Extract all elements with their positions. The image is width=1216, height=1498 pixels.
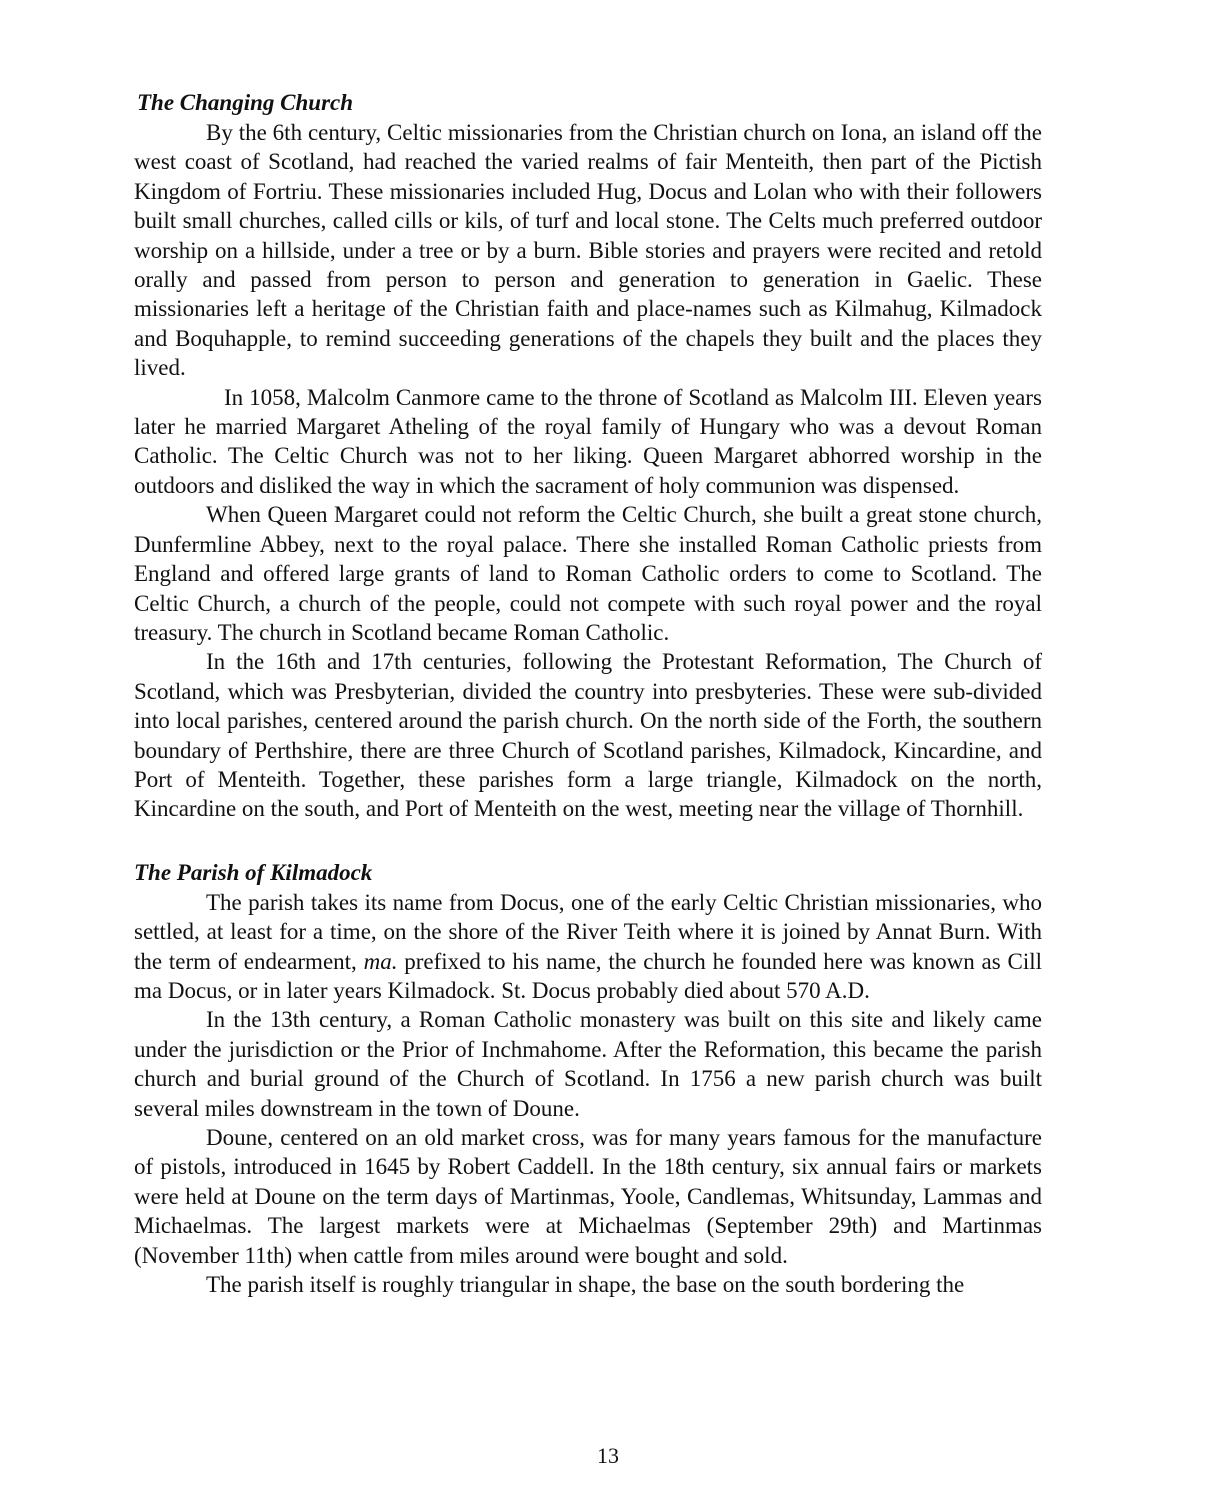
emphasized-term: ma. — [363, 948, 398, 974]
paragraph: In the 16th and 17th centuries, following the Protestant Reformation, The Church of Scotland, which was Presbyterian, divided the country into presbyteries. These were sub-divided into local parishes, centered around the parish church. On the north side of the Forth, the southern boundary of Perthshire, there are three Church of Scotland parishes, Kilmadock, Kincardine, and Port of Menteith. Together, these parishes form a large triangle, Kilmadock on the north, Kincardine on the south, and Port of Menteith on the west, meeting near the village of Thornhill. — [134, 649, 1042, 822]
page-number: 13 — [597, 1443, 619, 1468]
paragraph: By the 6th century, Celtic missionaries from the Christian church on Iona, an island off the west coast of Scotland, had reached the varied realms of fair Menteith, then part of the Pictish Kingdom of Fortriu. These missionaries included Hug, Docus and Lolan who with their followers built small churches, called cills or kils, of turf and local stone. The Celts much preferred outdoor worship on a hillside, under a tree or by a burn. Bible stories and prayers were recited and retold orally and passed from person to person and generation to generation in Gaelic. These missionaries left a heritage of the Christian faith and place-names such as Kilmahug, Kilmadock and Boquhapple, to remind succeeding generations of the chapels they built and the places they lived. — [134, 120, 1042, 381]
section-changing-church — [134, 88, 1042, 824]
paragraph — [134, 888, 1042, 1006]
paragraph: When Queen Margaret could not reform the Celtic Church, she built a great stone church, Dunfermline Abbey, next to the royal palace. There she installed Roman Catholic priests from England and offered large grants of land to Roman Catholic orders to come to Scotland. The Celtic Church, a church of the people, could not compete with such royal power and the royal treasury. The church in Scotland became Roman Catholic. — [134, 502, 1042, 645]
paragraph: In the 13th century, a Roman Catholic monastery was built on this site and likely came under the jurisdiction or the Prior of Inchmahome. After the Reformation, this became the parish church and burial ground of the Church of Scotland. In 1756 a new parish church was built several miles downstream in the town of Doune. — [134, 1007, 1042, 1121]
section-spacer — [134, 824, 1042, 858]
paragraph: The parish itself is roughly triangular in shape, the base on the south bordering the — [206, 1272, 965, 1298]
section-heading: The Parish of Kilmadock — [134, 859, 373, 885]
paragraph: Doune, centered on an old market cross, was for many years famous for the manufacture of pistols, introduced in 1645 by Robert Caddell. In the 18th century, six annual fairs or markets were held at Doune on the term days of Martinmas, Yoole, Candlemas, Whitsunday, Lammas and Michaelmas. The largest markets were at Michaelmas (September 29th) and Martinmas (November 11th) when cattle from miles around were bought and sold. — [134, 1125, 1042, 1268]
text-column — [134, 88, 1042, 1299]
paragraph: In 1058, Malcolm Canmore came to the throne of Scotland as Malcolm III. Eleven years later he married Margaret Atheling of the royal family of Hungary who was a devout Roman Catholic. The Celtic Church was not to her liking. Queen Margaret abhorred worship in the outdoors and disliked the way in which the sacrament of holy communion was dispensed. — [134, 384, 1042, 498]
section-heading: The Changing Church — [137, 90, 354, 115]
section-parish-kilmadock — [134, 858, 1042, 1300]
paragraph-text: prefixed to his name, the church he founded here was known as Cill ma Docus, or in later years Kilmadock. St. Docus probably died about 570 A.D. — [134, 948, 1042, 1003]
paragraph-text: The parish takes its name from Docus, one of the early Celtic Christian missionaries, who settled, at least for a time, on the shore of the River Teith where it is joined by Annat Burn. With the term of endearment, — [134, 889, 1042, 974]
